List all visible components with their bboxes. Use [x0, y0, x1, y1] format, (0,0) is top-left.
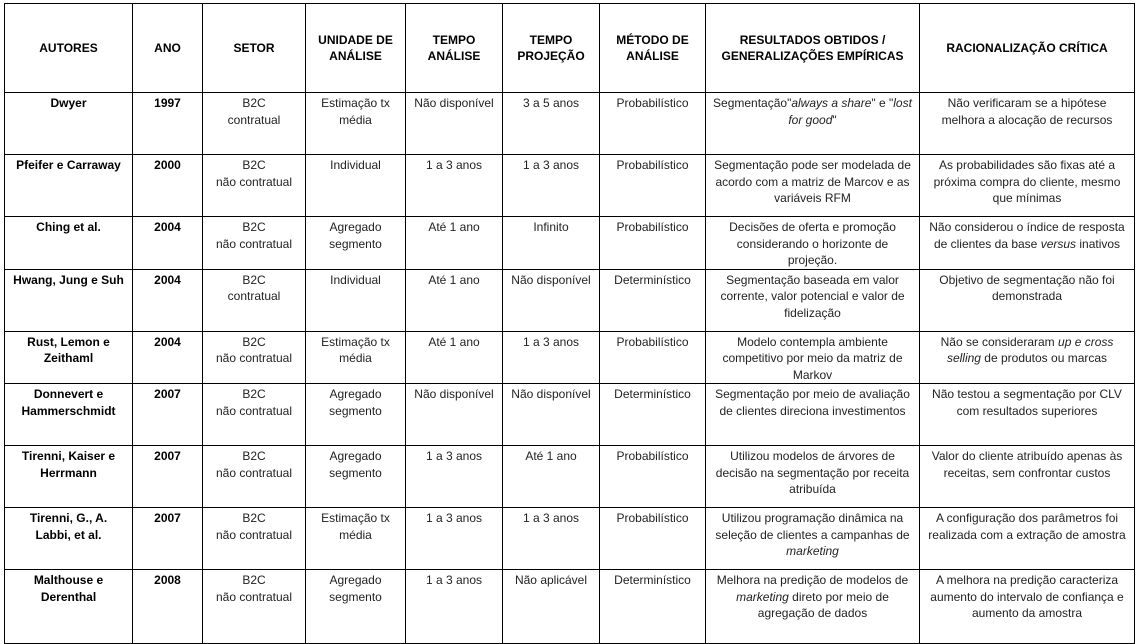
cell-autores: Tirenni, G., A. Labbi, et al. — [5, 508, 133, 570]
header-tempo-projecao: TEMPO PROJEÇÃO — [503, 4, 600, 93]
cell-tempo-analise: Não disponível — [406, 93, 503, 155]
cell-ano: 2004 — [133, 331, 203, 384]
cell-tempo-analise: Até 1 ano — [406, 217, 503, 270]
cell-unidade: Individual — [306, 269, 406, 331]
header-ano: ANO — [133, 4, 203, 93]
header-metodo-de-analise: MÉTODO DE ANÁLISE — [600, 4, 706, 93]
cell-metodo: Probabilístico — [600, 93, 706, 155]
cell-setor: B2C contratual — [203, 269, 306, 331]
cell-ano: 2004 — [133, 217, 203, 270]
cell-autores: Ching et al. — [5, 217, 133, 270]
header-resultados-obtidos: RESULTADOS OBTIDOS / GENERALIZAÇÕES EMPÍRICAS — [706, 4, 920, 93]
cell-ano: 1997 — [133, 93, 203, 155]
cell-ano: 2008 — [133, 570, 203, 644]
cell-autores: Pfeifer e Carraway — [5, 155, 133, 217]
cell-metodo: Determinístico — [600, 570, 706, 644]
cell-resultados: Decisões de oferta e promoção considerando o horizonte de projeção. — [706, 217, 920, 270]
cell-tempo-projecao: 3 a 5 anos — [503, 93, 600, 155]
cell-metodo: Probabilístico — [600, 217, 706, 270]
cell-tempo-projecao: 1 a 3 anos — [503, 155, 600, 217]
cell-tempo-projecao: Infinito — [503, 217, 600, 270]
cell-tempo-analise: Até 1 ano — [406, 269, 503, 331]
cell-resultados: Segmentação por meio de avaliação de clientes direciona investimentos — [706, 384, 920, 446]
cell-autores: Hwang, Jung e Suh — [5, 269, 133, 331]
header-unidade-de-analise: UNIDADE DE ANÁLISE — [306, 4, 406, 93]
cell-ano: 2007 — [133, 508, 203, 570]
cell-tempo-projecao: Não aplicável — [503, 570, 600, 644]
cell-racionalizacao: As probabilidades são fixas até a próxima compra do cliente, mesmo que mínimas — [920, 155, 1135, 217]
cell-racionalizacao: Não se consideraram up e cross selling de produtos ou marcas — [920, 331, 1135, 384]
cell-tempo-projecao: 1 a 3 anos — [503, 508, 600, 570]
cell-unidade: Agregado segmento — [306, 384, 406, 446]
cell-autores: Tirenni, Kaiser e Herrmann — [5, 446, 133, 508]
cell-tempo-analise: 1 a 3 anos — [406, 155, 503, 217]
cell-unidade: Estimação tx média — [306, 93, 406, 155]
cell-racionalizacao: Objetivo de segmentação não foi demonstrada — [920, 269, 1135, 331]
cell-ano: 2007 — [133, 446, 203, 508]
cell-tempo-analise: 1 a 3 anos — [406, 508, 503, 570]
cell-resultados: Melhora na predição de modelos de marketing direto por meio de agregação de dados — [706, 570, 920, 644]
cell-setor: B2C não contratual — [203, 570, 306, 644]
cell-tempo-analise: 1 a 3 anos — [406, 570, 503, 644]
header-row — [5, 4, 1135, 93]
cell-unidade: Agregado segmento — [306, 217, 406, 270]
cell-resultados: Segmentação baseada em valor corrente, valor potencial e valor de fidelização — [706, 269, 920, 331]
cell-ano: 2004 — [133, 269, 203, 331]
table-row — [5, 384, 1135, 446]
cell-racionalizacao: Não considerou o índice de resposta de clientes da base versus inativos — [920, 217, 1135, 270]
cell-unidade: Individual — [306, 155, 406, 217]
cell-tempo-projecao: Não disponível — [503, 269, 600, 331]
cell-autores: Dwyer — [5, 93, 133, 155]
cell-tempo-analise: Não disponível — [406, 384, 503, 446]
header-setor: SETOR — [203, 4, 306, 93]
cell-unidade: Estimação tx média — [306, 508, 406, 570]
cell-setor: B2C não contratual — [203, 217, 306, 270]
table-row — [5, 508, 1135, 570]
cell-resultados: Modelo contempla ambiente competitivo por meio da matriz de Markov — [706, 331, 920, 384]
cell-resultados: Utilizou programação dinâmica na seleção de clientes a campanhas de marketing — [706, 508, 920, 570]
cell-resultados: Segmentação"always a share" e "lost for good" — [706, 93, 920, 155]
cell-autores: Malthouse e Derenthal — [5, 570, 133, 644]
cell-metodo: Determinístico — [600, 384, 706, 446]
table-row — [5, 155, 1135, 217]
cell-racionalizacao: Não verificaram se a hipótese melhora a alocação de recursos — [920, 93, 1135, 155]
cell-unidade: Agregado segmento — [306, 570, 406, 644]
table-row — [5, 570, 1135, 644]
cell-autores: Donnevert e Hammerschmidt — [5, 384, 133, 446]
cell-tempo-projecao: Até 1 ano — [503, 446, 600, 508]
cell-setor: B2C contratual — [203, 93, 306, 155]
table-row — [5, 446, 1135, 508]
cell-ano: 2000 — [133, 155, 203, 217]
header-racionalizacao-critica: RACIONALIZAÇÃO CRÍTICA — [920, 4, 1135, 93]
cell-setor: B2C não contratual — [203, 331, 306, 384]
cell-setor: B2C não contratual — [203, 508, 306, 570]
cell-unidade: Estimação tx média — [306, 331, 406, 384]
cell-setor: B2C não contratual — [203, 384, 306, 446]
table-row — [5, 93, 1135, 155]
cell-ano: 2007 — [133, 384, 203, 446]
table-row — [5, 217, 1135, 270]
cell-metodo: Probabilístico — [600, 331, 706, 384]
cell-tempo-projecao: Não disponível — [503, 384, 600, 446]
header-autores: AUTORES — [5, 4, 133, 93]
cell-racionalizacao: Valor do cliente atribuído apenas às receitas, sem confrontar custos — [920, 446, 1135, 508]
cell-racionalizacao: Não testou a segmentação por CLV com resultados superiores — [920, 384, 1135, 446]
cell-metodo: Probabilístico — [600, 446, 706, 508]
cell-autores: Rust, Lemon e Zeithaml — [5, 331, 133, 384]
cell-setor: B2C não contratual — [203, 446, 306, 508]
cell-resultados: Utilizou modelos de árvores de decisão na segmentação por receita atribuída — [706, 446, 920, 508]
table-row — [5, 331, 1135, 384]
cell-resultados: Segmentação pode ser modelada de acordo com a matriz de Marcov e as variáveis RFM — [706, 155, 920, 217]
literature-review-table — [4, 3, 1135, 644]
cell-metodo: Probabilístico — [600, 155, 706, 217]
cell-tempo-analise: Até 1 ano — [406, 331, 503, 384]
document-page — [4, 3, 1134, 644]
header-tempo-analise: TEMPO ANÁLISE — [406, 4, 503, 93]
table-row — [5, 269, 1135, 331]
cell-tempo-analise: 1 a 3 anos — [406, 446, 503, 508]
cell-racionalizacao: A melhora na predição caracteriza aumento do intervalo de confiança e aumento da amostra — [920, 570, 1135, 644]
cell-metodo: Determinístico — [600, 269, 706, 331]
cell-racionalizacao: A configuração dos parâmetros foi realizada com a extração de amostra — [920, 508, 1135, 570]
cell-metodo: Probabilístico — [600, 508, 706, 570]
cell-unidade: Agregado segmento — [306, 446, 406, 508]
cell-setor: B2C não contratual — [203, 155, 306, 217]
cell-tempo-projecao: 1 a 3 anos — [503, 331, 600, 384]
